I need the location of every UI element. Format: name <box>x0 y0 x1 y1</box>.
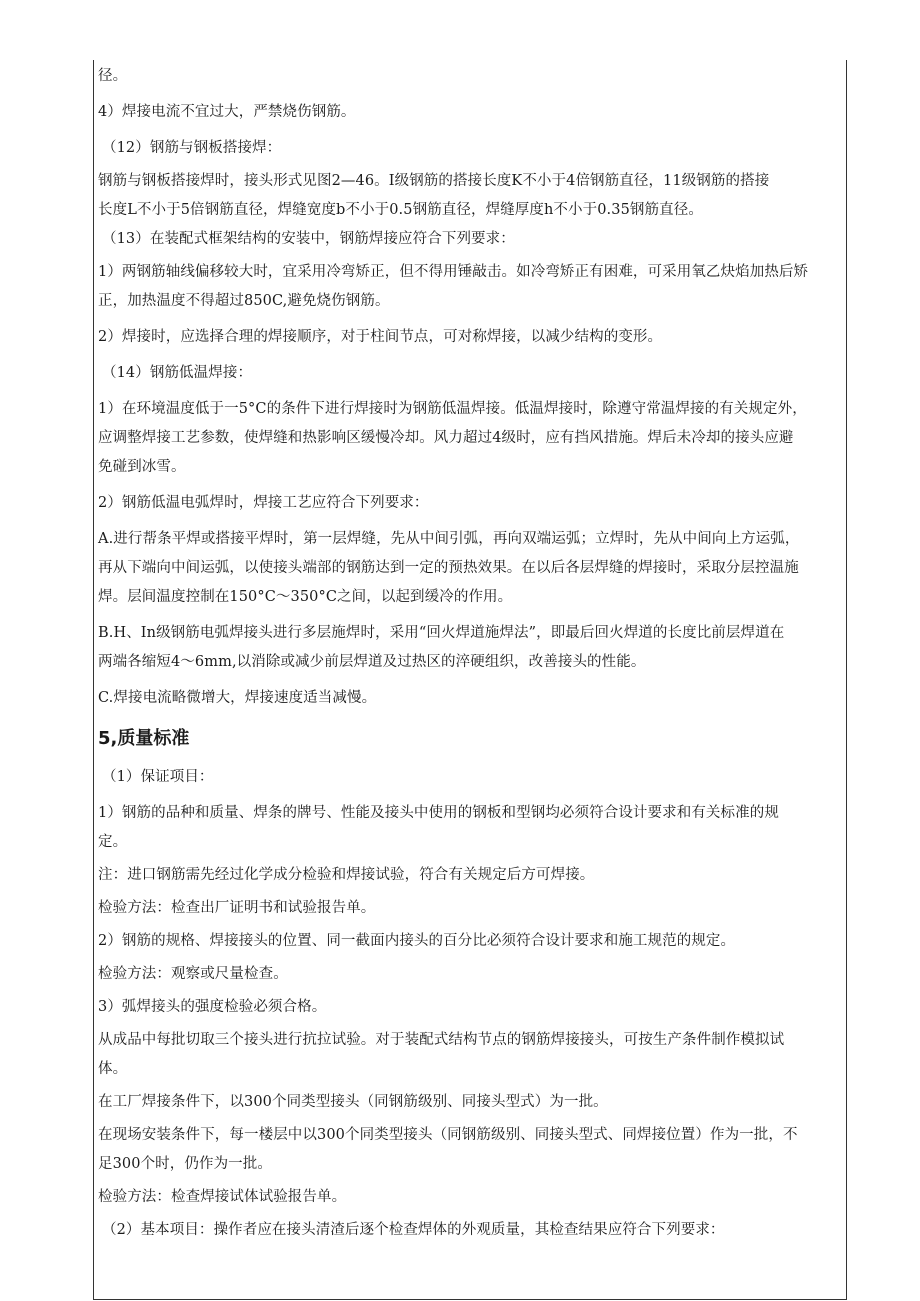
text-line: 2）钢筋的规格、焊接接头的位置、同一截面内接头的百分比必须符合设计要求和施工规范的规定。 <box>98 933 736 949</box>
text-line: 检验方法：观察或尺量检查。 <box>98 966 288 982</box>
text-line: 钢筋与钢板搭接焊时，接头形式见图2—46。I级钢筋的搭接长度K不小于4倍钢筋直径，11级钢筋的搭接 <box>98 173 770 189</box>
text-line: C.焊接电流略微增大，焊接速度适当减慢。 <box>98 690 377 706</box>
text-line: 1）在环境温度低于一5°C的条件下进行焊接时为钢筋低温焊接。低温焊接时，除遵守常温焊接的有关规定外， <box>98 401 807 417</box>
document-body <box>98 62 844 1245</box>
text-line: 2）钢筋低温电弧焊时，焊接工艺应符合下列要求： <box>98 495 429 511</box>
text-line: 足300个时，仍作为一批。 <box>98 1156 272 1172</box>
text-line: 在工厂焊接条件下，以300个同类型接头（同钢筋级别、同接头型式）为一批。 <box>98 1094 608 1110</box>
text-line: 两端各缩短4～6mm,以消除或减少前层焊道及过热区的淬硬组织，改善接头的性能。 <box>98 654 646 670</box>
text-line: 径。 <box>98 68 128 84</box>
text-line: 再从下端向中间运弧，以使接头端部的钢筋达到一定的预热效果。在以后各层焊缝的焊接时，采取分层控温施 <box>98 560 799 576</box>
text-line: B.H、In级钢筋电弧焊接头进行多层施焊时，采用“回火焊道施焊法”，即最后回火焊道的长度比前层焊道在 <box>98 625 785 641</box>
text-line: A.进行帮条平焊或搭接平焊时，第一层焊缝，先从中间引弧，再向双端运弧；立焊时，先从中间向上方运弧， <box>98 531 800 547</box>
text-line: 4）焊接电流不宜过大，严禁烧伤钢筋。 <box>98 104 356 120</box>
text-line: 3）弧焊接头的强度检验必须合格。 <box>98 999 327 1015</box>
text-line: 1）两钢筋轴线偏移较大时，宜采用冷弯矫正，但不得用锤敲击。如冷弯矫正有困难，可采用氧乙炔焰加热后矫 <box>98 264 809 280</box>
text-line: 检验方法：检查焊接试体试验报告单。 <box>98 1189 347 1205</box>
section-heading: （14）钢筋低温焊接： <box>102 365 253 381</box>
section-heading: （1）保证项目： <box>102 769 214 785</box>
chapter-heading: 5,质量标准 <box>98 728 190 749</box>
text-line: 焊。层间温度控制在150°C～350°C之间，以起到缓冷的作用。 <box>98 589 513 605</box>
section-heading: （13）在装配式框架结构的安装中，钢筋焊接应符合下列要求： <box>102 231 515 247</box>
text-line: 免碰到冰雪。 <box>98 459 186 475</box>
note-line: 注：进口钢筋需先经过化学成分检验和焊接试验，符合有关规定后方可焊接。 <box>98 867 595 883</box>
text-line: 定。 <box>98 834 128 850</box>
text-line: 正，加热温度不得超过850C,避免烧伤钢筋。 <box>98 293 390 309</box>
section-heading: （2）基本项目：操作者应在接头清渣后逐个检查焊体的外观质量，其检查结果应符合下列要求： <box>102 1222 725 1238</box>
text-line: 长度L不小于5倍钢筋直径，焊缝宽度b不小于0.5钢筋直径，焊缝厚度h不小于0.35钢筋直径。 <box>98 202 703 218</box>
text-line: 应调整焊接工艺参数，使焊缝和热影响区缓慢冷却。风力超过4级时，应有挡风措施。焊后未冷却的接头应避 <box>98 430 794 446</box>
text-line: 1）钢筋的品种和质量、焊条的牌号、性能及接头中使用的钢板和型钢均必须符合设计要求和有关标准的规 <box>98 805 779 821</box>
text-line: 在现场安装条件下，每一楼层中以300个同类型接头（同钢筋级别、同接头型式、同焊接位置）作为一批，不 <box>98 1127 798 1143</box>
section-heading: （12）钢筋与钢板搭接焊： <box>102 140 282 156</box>
text-line: 体。 <box>98 1061 128 1077</box>
text-line: 2）焊接时，应选择合理的焊接顺序，对于柱间节点，可对称焊接，以减少结构的变形。 <box>98 329 663 345</box>
text-line: 检验方法：检查出厂证明书和试验报告单。 <box>98 900 376 916</box>
text-line: 从成品中每批切取三个接头进行抗拉试验。对于装配式结构节点的钢筋焊接接头，可按生产条件制作模拟试 <box>98 1032 785 1048</box>
